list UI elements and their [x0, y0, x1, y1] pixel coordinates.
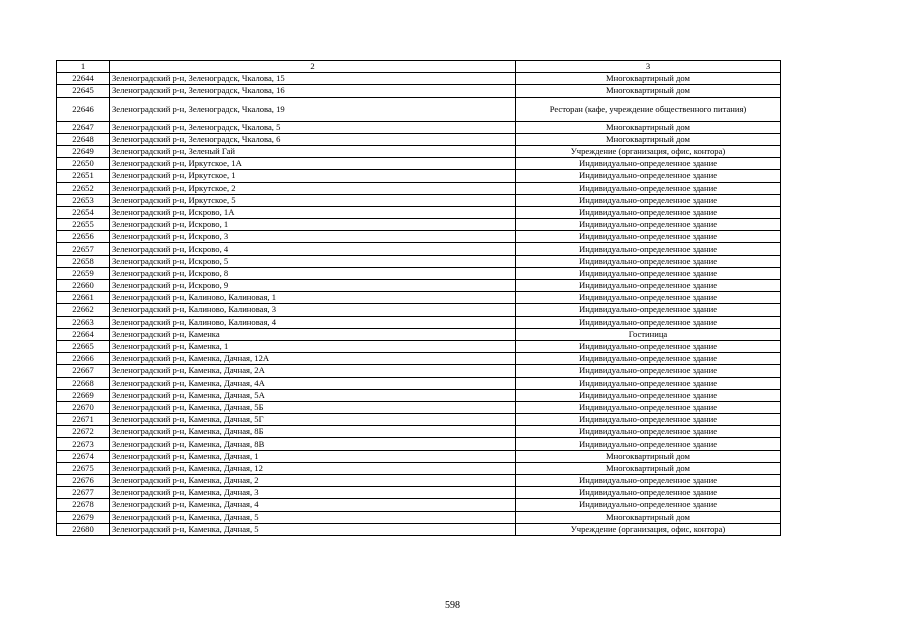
row-number-cell: 22650 — [57, 158, 110, 170]
address-cell: Зеленоградский р-н, Каменка, Дачная, 5 — [110, 523, 516, 535]
object-type-cell: Индивидуально-определенное здание — [516, 206, 781, 218]
table-row — [57, 377, 781, 389]
object-type-cell: Индивидуально-определенное здание — [516, 377, 781, 389]
row-number-cell: 22665 — [57, 340, 110, 352]
address-cell: Зеленоградский р-н, Искрово, 4 — [110, 243, 516, 255]
address-cell: Зеленоградский р-н, Каменка, Дачная, 2 — [110, 475, 516, 487]
object-type-cell: Индивидуально-определенное здание — [516, 353, 781, 365]
table-row — [57, 170, 781, 182]
table-row — [57, 499, 781, 511]
table-row — [57, 304, 781, 316]
row-number-cell: 22679 — [57, 511, 110, 523]
object-type-cell: Индивидуально-определенное здание — [516, 340, 781, 352]
address-cell: Зеленоградский р-н, Зеленоградск, Чкалова, 19 — [110, 97, 516, 121]
object-type-cell: Индивидуально-определенное здание — [516, 487, 781, 499]
table-row — [57, 328, 781, 340]
table-row — [57, 353, 781, 365]
row-number-cell: 22657 — [57, 243, 110, 255]
row-number-cell: 22662 — [57, 304, 110, 316]
object-type-cell: Индивидуально-определенное здание — [516, 365, 781, 377]
table-row — [57, 340, 781, 352]
row-number-cell: 22656 — [57, 231, 110, 243]
object-type-cell: Индивидуально-определенное здание — [516, 292, 781, 304]
object-type-cell: Индивидуально-определенное здание — [516, 243, 781, 255]
address-cell: Зеленоградский р-н, Каменка, Дачная, 4 — [110, 499, 516, 511]
address-cell: Зеленоградский р-н, Иркутское, 5 — [110, 194, 516, 206]
header-col-3: 3 — [516, 61, 781, 73]
row-number-cell: 22663 — [57, 316, 110, 328]
row-number-cell: 22652 — [57, 182, 110, 194]
header-col-2: 2 — [110, 61, 516, 73]
address-cell: Зеленоградский р-н, Зеленоградск, Чкалова, 5 — [110, 121, 516, 133]
address-cell: Зеленоградский р-н, Искрово, 3 — [110, 231, 516, 243]
address-cell: Зеленоградский р-н, Каменка, Дачная, 8Б — [110, 426, 516, 438]
address-cell: Зеленоградский р-н, Иркутское, 2 — [110, 182, 516, 194]
object-type-cell: Индивидуально-определенное здание — [516, 499, 781, 511]
row-number-cell: 22644 — [57, 73, 110, 85]
object-type-cell: Индивидуально-определенное здание — [516, 426, 781, 438]
object-type-cell: Индивидуально-определенное здание — [516, 316, 781, 328]
address-cell: Зеленоградский р-н, Искрово, 8 — [110, 267, 516, 279]
row-number-cell: 22668 — [57, 377, 110, 389]
object-type-cell: Индивидуально-определенное здание — [516, 304, 781, 316]
row-number-cell: 22664 — [57, 328, 110, 340]
address-cell: Зеленоградский р-н, Каменка, Дачная, 12А — [110, 353, 516, 365]
table-row — [57, 316, 781, 328]
table-row — [57, 450, 781, 462]
object-type-cell: Индивидуально-определенное здание — [516, 475, 781, 487]
object-type-cell: Многоквартирный дом — [516, 121, 781, 133]
object-type-cell: Индивидуально-определенное здание — [516, 170, 781, 182]
table-row — [57, 292, 781, 304]
row-number-cell: 22671 — [57, 414, 110, 426]
address-cell: Зеленоградский р-н, Калиново, Калиновая, 1 — [110, 292, 516, 304]
row-number-cell: 22672 — [57, 426, 110, 438]
address-cell: Зеленоградский р-н, Каменка, Дачная, 5Б — [110, 401, 516, 413]
page-number: 598 — [445, 600, 460, 611]
table-row — [57, 206, 781, 218]
address-cell: Зеленоградский р-н, Зеленый Гай — [110, 145, 516, 157]
address-cell: Зеленоградский р-н, Каменка, Дачная, 8В — [110, 438, 516, 450]
table-row — [57, 401, 781, 413]
address-cell: Зеленоградский р-н, Каменка, Дачная, 2А — [110, 365, 516, 377]
table-row — [57, 194, 781, 206]
address-cell: Зеленоградский р-н, Каменка — [110, 328, 516, 340]
table-row — [57, 462, 781, 474]
address-cell: Зеленоградский р-н, Каменка, Дачная, 5Г — [110, 414, 516, 426]
table-row — [57, 182, 781, 194]
object-type-cell: Учреждение (организация, офис, контора) — [516, 145, 781, 157]
row-number-cell: 22645 — [57, 85, 110, 97]
address-cell: Зеленоградский р-н, Каменка, Дачная, 12 — [110, 462, 516, 474]
object-type-cell: Многоквартирный дом — [516, 511, 781, 523]
row-number-cell: 22677 — [57, 487, 110, 499]
row-number-cell: 22659 — [57, 267, 110, 279]
row-number-cell: 22649 — [57, 145, 110, 157]
table-row — [57, 365, 781, 377]
table-row — [57, 97, 781, 121]
row-number-cell: 22667 — [57, 365, 110, 377]
row-number-cell: 22680 — [57, 523, 110, 535]
row-number-cell: 22676 — [57, 475, 110, 487]
row-number-cell: 22646 — [57, 97, 110, 121]
row-number-cell: 22673 — [57, 438, 110, 450]
table-row — [57, 523, 781, 535]
object-type-cell: Индивидуально-определенное здание — [516, 414, 781, 426]
table-row — [57, 243, 781, 255]
table-row — [57, 219, 781, 231]
row-number-cell: 22658 — [57, 255, 110, 267]
address-cell: Зеленоградский р-н, Каменка, Дачная, 5А — [110, 389, 516, 401]
row-number-cell: 22678 — [57, 499, 110, 511]
address-cell: Зеленоградский р-н, Каменка, 1 — [110, 340, 516, 352]
table-header-row — [57, 61, 781, 73]
row-number-cell: 22666 — [57, 353, 110, 365]
address-cell: Зеленоградский р-н, Каменка, Дачная, 5 — [110, 511, 516, 523]
object-type-cell: Многоквартирный дом — [516, 85, 781, 97]
object-type-cell: Индивидуально-определенное здание — [516, 401, 781, 413]
row-number-cell: 22655 — [57, 219, 110, 231]
table-row — [57, 133, 781, 145]
object-type-cell: Индивидуально-определенное здание — [516, 158, 781, 170]
address-cell: Зеленоградский р-н, Искрово, 1А — [110, 206, 516, 218]
row-number-cell: 22670 — [57, 401, 110, 413]
address-cell: Зеленоградский р-н, Зеленоградск, Чкалова, 15 — [110, 73, 516, 85]
row-number-cell: 22647 — [57, 121, 110, 133]
row-number-cell: 22669 — [57, 389, 110, 401]
row-number-cell: 22648 — [57, 133, 110, 145]
address-cell: Зеленоградский р-н, Зеленоградск, Чкалова, 16 — [110, 85, 516, 97]
table-row — [57, 414, 781, 426]
address-cell: Зеленоградский р-н, Каменка, Дачная, 1 — [110, 450, 516, 462]
row-number-cell: 22675 — [57, 462, 110, 474]
row-number-cell: 22653 — [57, 194, 110, 206]
object-type-cell: Индивидуально-определенное здание — [516, 231, 781, 243]
table-row — [57, 85, 781, 97]
table-row — [57, 511, 781, 523]
object-type-cell: Индивидуально-определенное здание — [516, 389, 781, 401]
header-col-1: 1 — [57, 61, 110, 73]
address-cell: Зеленоградский р-н, Калиново, Калиновая, 4 — [110, 316, 516, 328]
object-type-cell: Ресторан (кафе, учреждение общественного питания) — [516, 97, 781, 121]
address-cell: Зеленоградский р-н, Зеленоградск, Чкалова, 6 — [110, 133, 516, 145]
table-row — [57, 280, 781, 292]
object-type-cell: Многоквартирный дом — [516, 462, 781, 474]
address-cell: Зеленоградский р-н, Калиново, Калиновая, 3 — [110, 304, 516, 316]
address-cell: Зеленоградский р-н, Каменка, Дачная, 4А — [110, 377, 516, 389]
address-cell: Зеленоградский р-н, Иркутское, 1А — [110, 158, 516, 170]
object-type-cell: Индивидуально-определенное здание — [516, 267, 781, 279]
object-type-cell: Многоквартирный дом — [516, 450, 781, 462]
table-row — [57, 267, 781, 279]
registry-table — [56, 60, 781, 536]
object-type-cell: Гостиница — [516, 328, 781, 340]
row-number-cell: 22654 — [57, 206, 110, 218]
object-type-cell: Индивидуально-определенное здание — [516, 255, 781, 267]
address-cell: Зеленоградский р-н, Искрово, 5 — [110, 255, 516, 267]
table-row — [57, 231, 781, 243]
table-row — [57, 73, 781, 85]
table-row — [57, 158, 781, 170]
table-row — [57, 389, 781, 401]
table-row — [57, 121, 781, 133]
table-row — [57, 438, 781, 450]
registry-table-body — [57, 61, 781, 536]
row-number-cell: 22674 — [57, 450, 110, 462]
table-row — [57, 145, 781, 157]
object-type-cell: Индивидуально-определенное здание — [516, 280, 781, 292]
object-type-cell: Индивидуально-определенное здание — [516, 219, 781, 231]
object-type-cell: Многоквартирный дом — [516, 133, 781, 145]
address-cell: Зеленоградский р-н, Иркутское, 1 — [110, 170, 516, 182]
object-type-cell: Индивидуально-определенное здание — [516, 194, 781, 206]
object-type-cell: Учреждение (организация, офис, контора) — [516, 523, 781, 535]
table-row — [57, 487, 781, 499]
address-cell: Зеленоградский р-н, Каменка, Дачная, 3 — [110, 487, 516, 499]
table-row — [57, 426, 781, 438]
row-number-cell: 22661 — [57, 292, 110, 304]
row-number-cell: 22660 — [57, 280, 110, 292]
object-type-cell: Индивидуально-определенное здание — [516, 182, 781, 194]
address-cell: Зеленоградский р-н, Искрово, 9 — [110, 280, 516, 292]
table-row — [57, 255, 781, 267]
table-row — [57, 475, 781, 487]
object-type-cell: Индивидуально-определенное здание — [516, 438, 781, 450]
object-type-cell: Многоквартирный дом — [516, 73, 781, 85]
row-number-cell: 22651 — [57, 170, 110, 182]
address-cell: Зеленоградский р-н, Искрово, 1 — [110, 219, 516, 231]
